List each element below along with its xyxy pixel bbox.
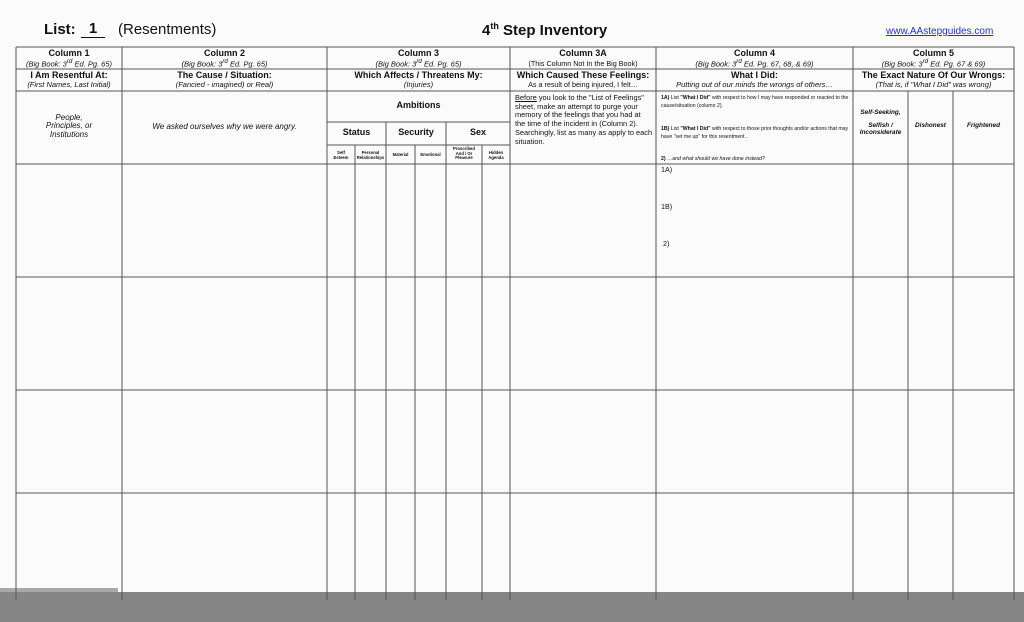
- col4-heading: What I Did:: [731, 70, 778, 80]
- col2-note: We asked ourselves why we were angry.: [152, 122, 297, 131]
- col3-sub-personal-relationships: Personal Relationships: [356, 150, 385, 160]
- col3-sub-self-esteem: Self Esteem: [333, 150, 349, 160]
- col4-instruction-1a: 1A) List "What I Did" with respect to how I may have responded or reacted to the cause/situation (column 2).: [661, 95, 849, 110]
- col4-subheading: Putting out of our minds the wrongs of others…: [676, 80, 833, 89]
- col2-subheading: (Fancied - imagined) or Real): [175, 80, 274, 89]
- col1-heading: I Am Resentful At:: [30, 70, 108, 80]
- list-label: List:: [44, 21, 76, 38]
- list-type: (Resentments): [118, 21, 217, 38]
- col3a-name: Column 3A: [559, 48, 607, 58]
- col5-sub-self-seeking: Self-Seeking, Selfish / Inconsiderate: [859, 109, 902, 137]
- col1-note: People, Principles, or Institutions: [45, 113, 93, 139]
- col5-subheading: (That is, if "What I Did" was wrong): [875, 80, 992, 89]
- col4-name: Column 4: [733, 48, 775, 58]
- col3-heading: Which Affects / Threatens My:: [354, 70, 483, 80]
- col3-sub-material: Material: [392, 152, 409, 157]
- page-title: 4th Step Inventory: [482, 21, 608, 39]
- col5-ref: (Big Book: 3rd Ed. Pg. 67 & 69): [881, 58, 986, 69]
- col4-mark-1b: 1B): [661, 202, 673, 211]
- col3a-subheading: As a result of being injured, I felt…: [528, 80, 638, 89]
- col3-ref: (Big Book: 3rd Ed. Pg. 65): [375, 58, 462, 69]
- col3a-ref: (This Column Not In the Big Book): [528, 59, 638, 68]
- col5-heading: The Exact Nature Of Our Wrongs:: [861, 70, 1006, 80]
- col4-mark-2: 2): [663, 239, 670, 248]
- col2-ref: (Big Book: 3rd Ed. Pg. 65): [181, 58, 268, 69]
- col4-instruction-1b: 1B) List "What I Did" with respect to those prior thoughts and/or actions that may have "set me up" for this resentment .: [661, 126, 849, 141]
- col3-sub-proscribed-pleasure: Proscribed And / Or Pleasure: [453, 146, 475, 161]
- website-link[interactable]: www.AAstepguides.com: [886, 26, 994, 37]
- col2-name: Column 2: [203, 48, 245, 58]
- col1-name: Column 1: [48, 48, 90, 58]
- col3-group-security: Security: [398, 127, 434, 137]
- col5-sub-frightened: Frightened: [966, 122, 1001, 129]
- col3-group-sex: Sex: [469, 127, 486, 137]
- list-number: 1: [81, 21, 105, 38]
- col5-name: Column 5: [912, 48, 954, 58]
- col5-sub-dishonest: Dishonest: [915, 122, 946, 129]
- col3-sub-emotional: Emotional: [420, 152, 441, 157]
- col3-subheading: (Injuries): [403, 80, 434, 89]
- col3-ambitions: Ambitions: [396, 100, 441, 110]
- col1-subheading: (First Names, Last Initial): [27, 80, 111, 89]
- col2-heading: The Cause / Situation:: [177, 70, 272, 80]
- col1-ref: (Big Book: 3rd Ed. Pg. 65): [25, 58, 113, 69]
- col3-group-status: Status: [342, 127, 371, 137]
- col4-ref: (Big Book: 3rd Ed. Pg. 67, 68, & 69): [695, 58, 814, 69]
- col3-name: Column 3: [397, 48, 439, 58]
- col4-mark-1a: 1A): [661, 165, 673, 174]
- page-bottom-band: [0, 592, 1024, 622]
- col4-instruction-2: 2) …and what should we have done instead?: [661, 156, 765, 162]
- col3a-heading: Which Caused These Feelings:: [516, 70, 650, 80]
- col3a-instruction: Before you look to the "List of Feelings" sheet, make an attempt to purge your memory of the feelings that you had at the time of the incident in (Column 2). Searchingly, list as many as apply to each situation.: [515, 93, 653, 146]
- col3-sub-hidden-agenda: Hidden Agenda: [488, 150, 504, 160]
